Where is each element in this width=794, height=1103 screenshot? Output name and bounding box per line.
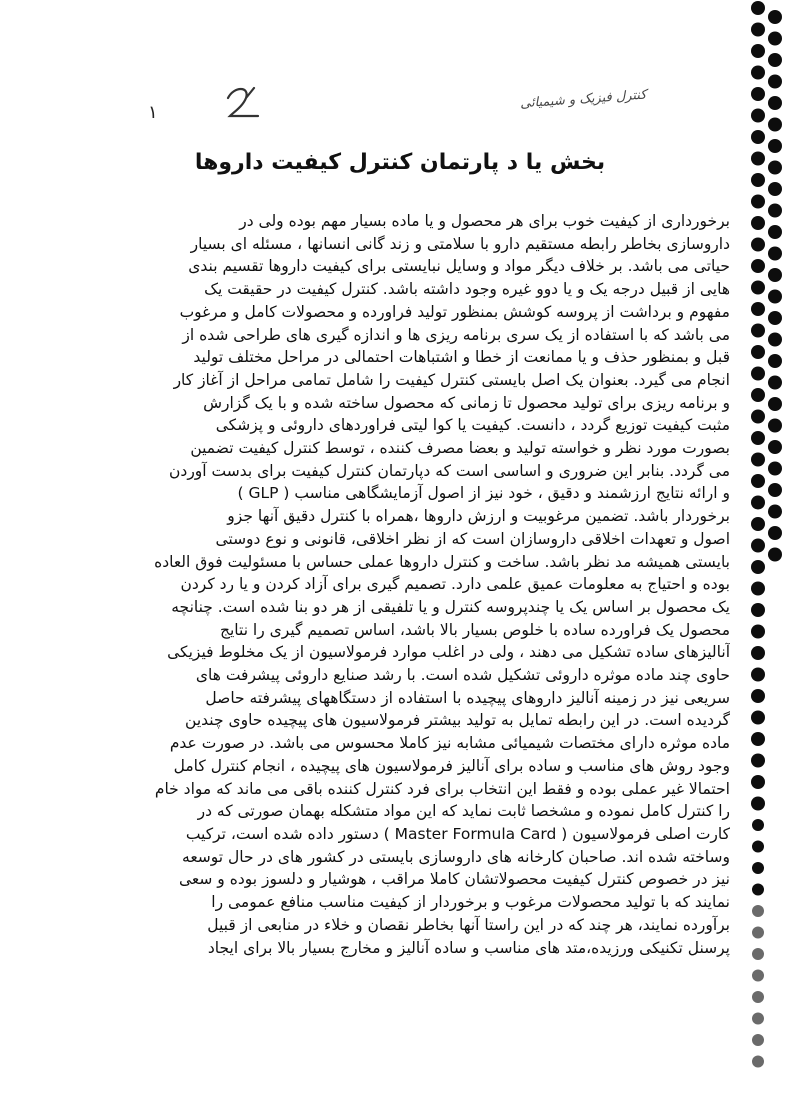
text-line: بوده و احتیاج به معلومات عمیق علمی دارد. تصمیم گیری برای آزاد کردن و یا رد کردن xyxy=(180,575,730,594)
spiral-binding-holes xyxy=(748,0,794,1103)
binding-hole-icon xyxy=(751,195,765,209)
binding-hole-icon xyxy=(768,139,782,153)
binding-hole-icon xyxy=(768,225,782,239)
binding-hole-icon xyxy=(751,152,765,166)
text-line: حیاتی می باشد. بر خلاف دیگر مواد و وسایل نبایستی برای کیفیت داروها تقسیم بندی xyxy=(188,257,730,276)
binding-hole-icon xyxy=(751,496,765,510)
handwritten-mark-icon xyxy=(224,82,264,120)
text-line: اصول و تعهدات اخلاقی داروسازان است که از نظر اخلاقی، قانونی و نوع دوستی xyxy=(215,529,730,548)
binding-hole-icon xyxy=(768,462,782,476)
binding-hole-icon xyxy=(752,927,764,939)
binding-hole-icon xyxy=(751,431,765,445)
body-text xyxy=(124,210,730,959)
text-line: پرسنل تکنیکی ورزیده،متد های مناسب و ساده آنالیز و مخارج بسیار بالا برای ایجاد xyxy=(207,938,730,957)
text-line: یک محصول بر اساس یک یا چندپروسه کنترل و یا تلفیقی از هر دو بنا شده است. چنانچه xyxy=(171,597,730,616)
text-line: هایی از قبیل درجه یک و یا دوو غیره وجود داشته باشد. کنترل کیفیت در حقیقت یک xyxy=(204,280,730,299)
binding-hole-icon xyxy=(751,732,765,746)
binding-hole-icon xyxy=(768,290,782,304)
binding-hole-icon xyxy=(751,345,765,359)
binding-hole-icon xyxy=(751,173,765,187)
binding-hole-icon xyxy=(751,754,765,768)
binding-hole-icon xyxy=(768,354,782,368)
binding-hole-icon xyxy=(768,182,782,196)
text-line: برخوردار باشد. تضمین مرغوبیت و ارزش داروها ،همراه با کنترل دقیق آنها جزو xyxy=(227,507,730,526)
page-number: ١ xyxy=(148,102,158,123)
binding-hole-icon xyxy=(751,302,765,316)
binding-hole-icon xyxy=(768,53,782,67)
binding-hole-icon xyxy=(751,474,765,488)
text-line: مفهوم و برداشت از پروسه کوشش بمنظور تولید فراورده و محصولات کامل و مرغوب xyxy=(179,302,730,321)
text-line: را کنترل کامل نموده و مشخصا ثابت نماید که این مواد متشکله بهمان صورتی که در xyxy=(197,802,730,821)
binding-hole-icon xyxy=(768,96,782,110)
binding-hole-icon xyxy=(752,862,764,874)
binding-hole-icon xyxy=(752,970,764,982)
handwritten-note: کنترل فیزیک و شیمیائی xyxy=(519,87,647,112)
binding-hole-icon xyxy=(752,819,764,831)
binding-hole-icon xyxy=(751,1,765,15)
text-line: و ارائه نتایج ارزشمند و دقیق ، خود نیز از اصول آزمایشگاهی مناسب ( GLP ) xyxy=(237,484,730,503)
binding-hole-icon xyxy=(751,44,765,58)
text-line: حاوی چند ماده موثره داروئی تشکیل شده است. با رشد صنایع داروئی پیشرفت های xyxy=(195,666,730,685)
binding-hole-icon xyxy=(751,130,765,144)
binding-hole-icon xyxy=(751,410,765,424)
binding-hole-icon xyxy=(751,668,765,682)
binding-hole-icon xyxy=(751,582,765,596)
binding-hole-icon xyxy=(751,453,765,467)
binding-hole-icon xyxy=(752,905,764,917)
text-line: وجود روش های مناسب و ساده برای آنالیز فرمولاسیون های پیچیده ، انجام کنترل کامل xyxy=(173,756,730,775)
binding-hole-icon xyxy=(768,483,782,497)
text-line: احتمالا غیر عملی بوده و فقط این انتخاب برای فرد کنترل کننده باقی می ماند که مواد خام xyxy=(154,779,730,798)
binding-hole-icon xyxy=(768,311,782,325)
binding-hole-icon xyxy=(751,646,765,660)
binding-hole-icon xyxy=(751,87,765,101)
binding-hole-icon xyxy=(768,32,782,46)
binding-hole-icon xyxy=(751,23,765,37)
binding-hole-icon xyxy=(752,884,764,896)
text-line: داروسازی بخاطر رابطه مستقیم دارو با سلامتی و زند گانی انسانها ، مسئله ای بسیار xyxy=(190,234,730,253)
binding-hole-icon xyxy=(768,333,782,347)
binding-hole-icon xyxy=(751,517,765,531)
page-title: بخش یا د پارتمان کنترل کیفیت داروها xyxy=(194,150,606,175)
binding-hole-icon xyxy=(751,259,765,273)
binding-hole-icon xyxy=(768,397,782,411)
binding-hole-icon xyxy=(751,560,765,574)
binding-hole-icon xyxy=(751,625,765,639)
text-line: کارت اصلی فرمولاسیون ( Master Formula Card ) دستور داده شده است، ترکیب xyxy=(185,824,730,843)
binding-hole-icon xyxy=(751,603,765,617)
text-line: سریعی نیز در زمینه آنالیز داروهای پیچیده با استفاده از دستگاههای پیشرفته حاصل xyxy=(205,688,730,707)
binding-hole-icon xyxy=(751,539,765,553)
binding-hole-icon xyxy=(752,1034,764,1046)
text-line: مثبت کیفیت توزیع گردد ، دانست. کیفیت یا کوا لیتی فراوردهای داروئی و پزشکی xyxy=(215,416,730,435)
binding-hole-icon xyxy=(751,689,765,703)
binding-hole-icon xyxy=(768,440,782,454)
binding-hole-icon xyxy=(768,268,782,282)
binding-hole-icon xyxy=(768,548,782,562)
binding-hole-icon xyxy=(768,376,782,390)
text-line: بایستی همیشه مد نظر باشد. ساخت و کنترل داروها عملی حساس با مسئولیت فوق العاده xyxy=(154,552,730,571)
text-line: می باشد که با استفاده از یک سری برنامه ریزی ها و اندازه گیری های طراحی شده از xyxy=(182,325,730,344)
text-line: می گردد. بنابر این ضروری و اساسی است که دپارتمان کنترل کیفیت برای بدست آوردن xyxy=(169,461,730,480)
binding-hole-icon xyxy=(751,797,765,811)
binding-hole-icon xyxy=(752,841,764,853)
text-line: بصورت مورد نظر و خواسته تولید و بعضا مصرف کننده ، توسط کنترل کیفیت تضمین xyxy=(190,439,730,458)
binding-hole-icon xyxy=(768,505,782,519)
binding-hole-icon xyxy=(768,204,782,218)
binding-hole-icon xyxy=(751,388,765,402)
text-line: قبل و بمنظور حذف و یا ممانعت از خطا و اشتباهات احتمالی در مراحل مختلف تولید xyxy=(193,348,730,367)
binding-hole-icon xyxy=(768,419,782,433)
binding-hole-icon xyxy=(751,216,765,230)
binding-hole-icon xyxy=(751,711,765,725)
text-line: نیز در خصوص کنترل کیفیت محصولاتشان کاملا مراقب ، هوشیار و دلسوز بوده و سعی xyxy=(178,870,730,889)
text-line: برآورده نمایند، هر چند که در این راستا آنها بخاطر نقصان و خلاء در منابعی از قبیل xyxy=(207,915,730,934)
text-line: محصول یک فراورده ساده با خلوص بسیار بالا باشد، اساس تصمیم گیری را نتایج xyxy=(219,620,730,639)
binding-hole-icon xyxy=(752,948,764,960)
binding-hole-icon xyxy=(768,118,782,132)
text-line: وساخته شده اند. صاحبان کارخانه های داروسازی بایستی در کشور های در حال توسعه xyxy=(182,847,730,866)
binding-hole-icon xyxy=(751,238,765,252)
text-line: نمایند که با تولید محصولات مرغوب و برخوردار از کیفیت مناسب منافع عمومی را xyxy=(211,893,730,912)
binding-hole-icon xyxy=(751,109,765,123)
binding-hole-icon xyxy=(751,367,765,381)
text-line: و برنامه ریزی برای تولید محصول تا زمانی که محصول ساخته شده و با یک گزارش xyxy=(203,393,730,412)
binding-hole-icon xyxy=(751,66,765,80)
binding-hole-icon xyxy=(752,1013,764,1025)
text-line: آنالیزهای ساده تشکیل می دهند ، ولی در اغلب موارد فرمولاسیون از یک مخلوط فیزیکی xyxy=(167,643,730,662)
binding-hole-icon xyxy=(752,991,764,1003)
binding-hole-icon xyxy=(751,775,765,789)
binding-hole-icon xyxy=(752,1056,764,1068)
text-line: ماده موثره دارای مختصات شیمیائی مشابه نیز کاملا محسوس می باشد. در صورت عدم xyxy=(169,734,730,753)
binding-hole-icon xyxy=(751,281,765,295)
text-line: برخورداری از کیفیت خوب برای هر محصول و یا ماده بسیار مهم بوده ولی در xyxy=(239,212,730,230)
binding-hole-icon xyxy=(768,161,782,175)
text-line: انجام می گیرد. بعنوان یک اصل بایستی کنترل کیفیت را شامل تمامی مراحل از آغاز کار xyxy=(173,370,730,389)
binding-hole-icon xyxy=(768,526,782,540)
binding-hole-icon xyxy=(768,75,782,89)
binding-hole-icon xyxy=(768,10,782,24)
binding-hole-icon xyxy=(768,247,782,261)
binding-hole-icon xyxy=(751,324,765,338)
text-line: گردیده است. در این رابطه تمایل به تولید بیشتر فرمولاسیون های پیچیده حاوی چندین xyxy=(185,711,730,730)
